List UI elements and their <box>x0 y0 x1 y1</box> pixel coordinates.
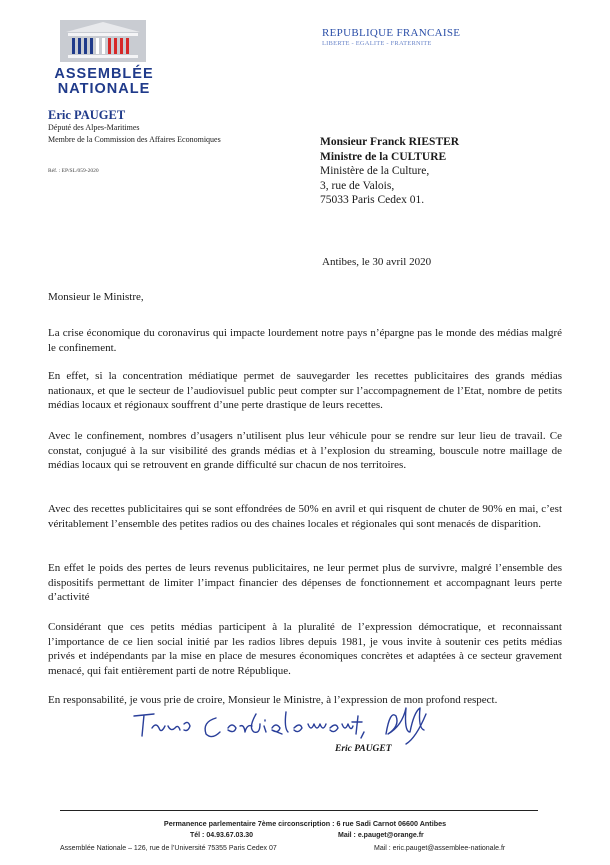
footer-phone: Tél : 04.93.67.03.30 <box>190 832 254 839</box>
letter-date: Antibes, le 30 avril 2020 <box>322 256 432 268</box>
footer-permanence: Permanence parlementaire 7ème circonscription : 6 rue Sadi Carnot 06600 Antibes <box>163 819 447 828</box>
republique-title: REPUBLIQUE FRANCAISE <box>322 27 461 39</box>
sender-block <box>48 108 221 146</box>
recipient-title: Ministre de la CULTURE <box>320 150 447 163</box>
recipient-address <box>320 135 459 208</box>
recipient-city: 75033 Paris Cedex 01. <box>320 194 425 206</box>
sender-role: Député des Alpes-Maritimes <box>48 123 140 132</box>
logo-line-1: ASSEMBLÉE <box>54 66 154 82</box>
sender-name: Eric PAUGET <box>48 108 126 122</box>
handwritten-closing-signature <box>124 704 444 764</box>
footer-mail-local: Mail : e.pauget@orange.fr <box>338 832 424 839</box>
signer-name: Eric PAUGET <box>335 744 392 754</box>
body-paragraph-1: La crise économique du coronavirus qui impacte lourdement notre pays n’épargne pas le monde des médias malgré le confinement. <box>48 327 562 354</box>
body-paragraph-4: Avec des recettes publicitaires qui se sont effondrées de 50% en avril et qui risquent de chuter de 90% en mai, c’est véritablement l’ensemble des petites radios ou des chaines locales et régionales qui sont menacés de disparition. <box>48 503 562 530</box>
hemicycle-emblem-icon <box>60 20 146 62</box>
reference-number: Réf. : EP/SL/059-2020 <box>48 168 99 174</box>
recipient-name: Monsieur Franck RIESTER <box>320 136 460 148</box>
sender-commission: Membre de la Commission des Affaires Economiques <box>48 135 221 144</box>
footer-assemblee-address: Assemblée Nationale – 126, rue de l’Université 75355 Paris Cedex 07 <box>60 845 277 852</box>
body-paragraph-6: Considérant que ces petits médias participent à la pluralité de l’expression démocratique, et reconnaissant l’importance de ce lien social initié par les radios libres depuis 1981, je vous invite à soutenir ces petits médias privés et indépendants par la mise en place de mesures économiques concrètes et adaptées à ce secteur gravement menacé, qui fait entièrement parti de notre République. <box>48 621 562 677</box>
assemblee-nationale-logo <box>48 20 168 97</box>
republique-motto: LIBERTE - EGALITE - FRATERNITE <box>322 40 432 47</box>
salutation: Monsieur le Ministre, <box>48 291 144 303</box>
body-paragraph-2: En effet, si la concentration médiatique permet de sauvegarder les recettes publicitaires des grands médias nationaux, et que le secteur de l’audiovisuel public peut compter sur l’accompagnement de l’Etat, nombre de petits médias locaux et régionaux souffrent d’une perte drastique de leurs recettes. <box>48 370 562 411</box>
footer-mail-assemblee: Mail : eric.pauget@assemblee-nationale.fr <box>374 845 506 852</box>
logo-line-2: NATIONALE <box>57 81 151 97</box>
recipient-street: 3, rue de Valois, <box>320 179 395 192</box>
republique-header <box>322 27 472 48</box>
body-paragraph-5: En effet le poids des pertes de leurs revenus publicitaires, ne leur permet plus de survivre, malgré l’ensemble des dispositifs permettant de limiter l’impact financier des dépenses de fonctionnement et accompagnant leurs perte d’activité <box>48 562 562 603</box>
footer-divider <box>60 810 538 811</box>
recipient-ministry: Ministère de la Culture, <box>320 165 430 177</box>
body-paragraph-3: Avec le confinement, nombres d’usagers n’utilisent plus leur véhicule pour se rendre sur leur lieu de travail. Ce constat, conjugué à la sur visibilité des grands médias et à l’explosion du streaming, bouscule notre maillage de médias locaux qui se retrouvent en grande difficulté sur chacun de nos territoires. <box>48 430 562 471</box>
closing-sentence: En responsabilité, je vous prie de croire, Monsieur le Ministre, à l’expression de mon profond respect. <box>48 694 498 706</box>
